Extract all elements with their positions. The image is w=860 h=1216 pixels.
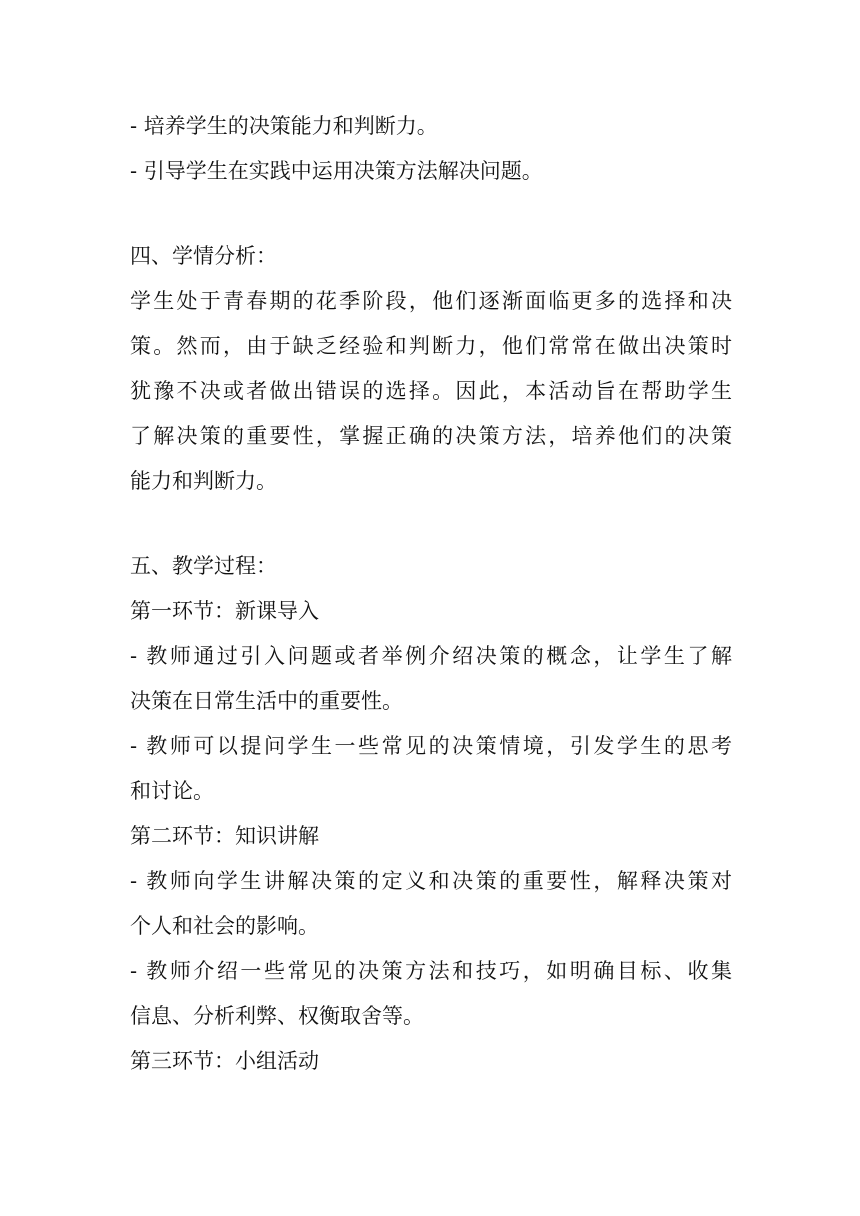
step-line: - 教师向学生讲解决策的定义和决策的重要性，解释决策对 xyxy=(130,869,732,893)
section-teaching-process xyxy=(130,544,732,1084)
step-title: 第二环节：知识讲解 xyxy=(130,824,319,848)
step-line: - 教师通过引入问题或者举例介绍决策的概念，让学生了解 xyxy=(130,644,732,668)
step-line: 决策在日常生活中的重要性。 xyxy=(130,689,403,713)
section-student-analysis xyxy=(130,234,732,504)
spacer xyxy=(130,194,732,234)
spacer xyxy=(130,504,732,544)
paragraph-line: 犹豫不决或者做出错误的选择。因此，本活动旨在帮助学生 xyxy=(130,379,732,403)
paragraph-line: 能力和判断力。 xyxy=(130,469,277,493)
goal-item: - 培养学生的决策能力和判断力。 xyxy=(130,114,438,138)
step-title: 第一环节：新课导入 xyxy=(130,599,319,623)
section-heading: 四、学情分析： xyxy=(130,244,277,268)
section-heading: 五、教学过程： xyxy=(130,554,277,578)
step-line: 和讨论。 xyxy=(130,779,214,803)
step-line: - 教师可以提问学生一些常见的决策情境，引发学生的思考 xyxy=(130,734,732,758)
step-title: 第三环节：小组活动 xyxy=(130,1049,319,1073)
step-line: 个人和社会的影响。 xyxy=(130,914,319,938)
step-line: - 教师介绍一些常见的决策方法和技巧，如明确目标、收集 xyxy=(130,959,732,983)
step-line: 信息、分析利弊、权衡取舍等。 xyxy=(130,1004,424,1028)
document-page xyxy=(130,104,732,1084)
paragraph-line: 了解决策的重要性，掌握正确的决策方法，培养他们的决策 xyxy=(130,424,732,448)
paragraph-line: 学生处于青春期的花季阶段，他们逐渐面临更多的选择和决 xyxy=(130,289,732,313)
goal-item: - 引导学生在实践中运用决策方法解决问题。 xyxy=(130,159,543,183)
paragraph-line: 策。然而，由于缺乏经验和判断力，他们常常在做出决策时 xyxy=(130,334,732,358)
goals-list xyxy=(130,104,732,194)
